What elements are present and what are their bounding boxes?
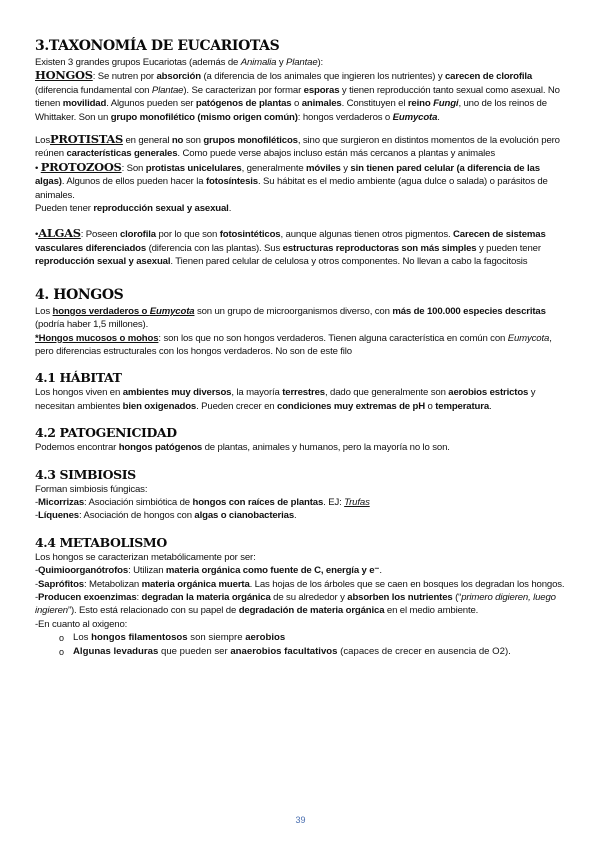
section-4-title: 4. HONGOS (35, 286, 124, 303)
section-3-title: 3.TAXONOMÍA DE EUCARIOTAS (35, 38, 280, 54)
page-number: 39 (295, 815, 306, 825)
sub-list-item: o Algunas levaduras que pueden ser anaerobios facultativos (capaces de crecer en ausencia de O2). (59, 646, 511, 658)
list-bullet: o (59, 633, 65, 644)
protozoos-paragraph: • PROTOZOOS: Son protistas unicelulares, generalmente móviles y sin tienen pared celular (a diferencia de las algas). Algunos de ellos pueden hacer la fotosíntesis. Su hábitat es el medio ambiente (agua dulce o salada) o parásitos de animales. (35, 159, 548, 201)
protozoos-label: PROTOZOOS (40, 159, 122, 174)
hongos-label: HONGOS (35, 68, 93, 83)
algas-label: ALGAS (38, 226, 81, 241)
protozoos-reproduction: Pueden tener reproducción sexual y asexual. (35, 203, 232, 215)
section-4-3-intro: Forman simbiosis fúngicas: (35, 483, 148, 495)
protistas-label: PROTISTAS (50, 132, 123, 147)
section-4-3-title: 4.3 SIMBIOSIS (35, 466, 136, 482)
section-4-4-intro: Los hongos se caracterizan metabólicamente por ser: (35, 551, 256, 563)
algas-bullet: • (35, 229, 39, 241)
document-page (35, 38, 567, 659)
section-4-4-title: 4.4 METABOLISMO (35, 534, 167, 550)
section-4-1-paragraph: Los hongos viven en ambientes muy diversos, la mayoría terrestres, dado que generalmente son aerobios estrictos y necesitan ambientes bien oxigenados. Pueden crecer en condiciones muy extremas de pH o temperatura. (35, 387, 536, 412)
section-4-2-title: 4.2 PATOGENICIDAD (35, 425, 177, 441)
sub-list-item: o Los hongos filamentosos son siempre aerobios (59, 632, 286, 644)
section-4-1-title: 4.1 HÁBITAT (35, 370, 122, 386)
list-bullet: o (59, 647, 65, 658)
saprofitos-item: -Saprófitos: Metabolizan materia orgánica muerta. Las hojas de los árboles que se caen en bosques los degradan los hongos. (35, 578, 565, 590)
hongos-paragraph: HONGOS: Se nutren por absorción (a diferencia de los animales que ingieren los nutrientes) y carecen de clorofila (diferencia fundamental con Plantae). Se caracterizan por formar esporas y tienen reproducción tanto sexual como asexual. No tienen movilidad. Algunos pueden ser patógenos de plantas o animales. Constituyen el reino Fungi, uno de los reinos de Whittaker. Son un grupo monofilético (mismo origen común): hongos verdaderos o Eumycota. (35, 68, 560, 123)
liquenes-item: -Líquenes: Asociación de hongos con algas o cianobacterias. (35, 510, 297, 522)
algas-paragraph: •ALGAS: Poseen clorofila por lo que son fotosintéticos, aunque algunas tienen otros pigmentos. Carecen de sistemas vasculares diferenciados (diferencia con las plantas). Sus estructuras reproductoras son más simples y pueden tener reproducción sexual y asexual. Tienen pared celular de celulosa y otros componentes. No llevan a cabo la fagocitosis (35, 226, 546, 268)
micorrizas-item: -Micorrizas: Asociación simbiótica de hongos con raíces de plantas. EJ: Trufas (35, 496, 370, 508)
section-3-intro: Existen 3 grandes grupos Eucariotas (además de Animalia y Plantae): (35, 57, 324, 68)
oxigeno-item: -En cuanto al oxigeno: (35, 618, 128, 630)
exoenzimas-item: -Producen exoenzimas: degradan la materia orgánica de su alrededor y absorben los nutrientes (“primero digieren, luego ingieren”). Esto está relacionado con su papel de degradación de materia orgánica en el medio ambiente. (35, 591, 556, 617)
protozoos-bullet: • (35, 162, 39, 174)
quimioorganotrofos-item: -Quimioorganótrofos: Utilizan materia orgánica como fuente de C, energía y e⁻. (35, 565, 382, 577)
section-4-paragraph-1: Los hongos verdaderos o Eumycota son un grupo de microorganismos diverso, con más de 100.000 especies descritas (podría haber 1,5 millones). (35, 305, 546, 331)
section-4-paragraph-2: *Hongos mucosos o mohos: son los que no son hongos verdaderos. Tienen alguna característica en común con Eumycota, pero diferencias estructurales con los hongos verdaderos. No son de este filo (35, 332, 552, 357)
protistas-paragraph: LosPROTISTAS en general no son grupos monofiléticos, sino que surgieron en distintos momentos de la evolución pero reúnen características generales. Como puede verse abajos incluso están más cercanos a plantas y animales (35, 132, 560, 160)
section-4-2-paragraph: Podemos encontrar hongos patógenos de plantas, animales y humanos, pero la mayoría no lo son. (35, 442, 450, 454)
